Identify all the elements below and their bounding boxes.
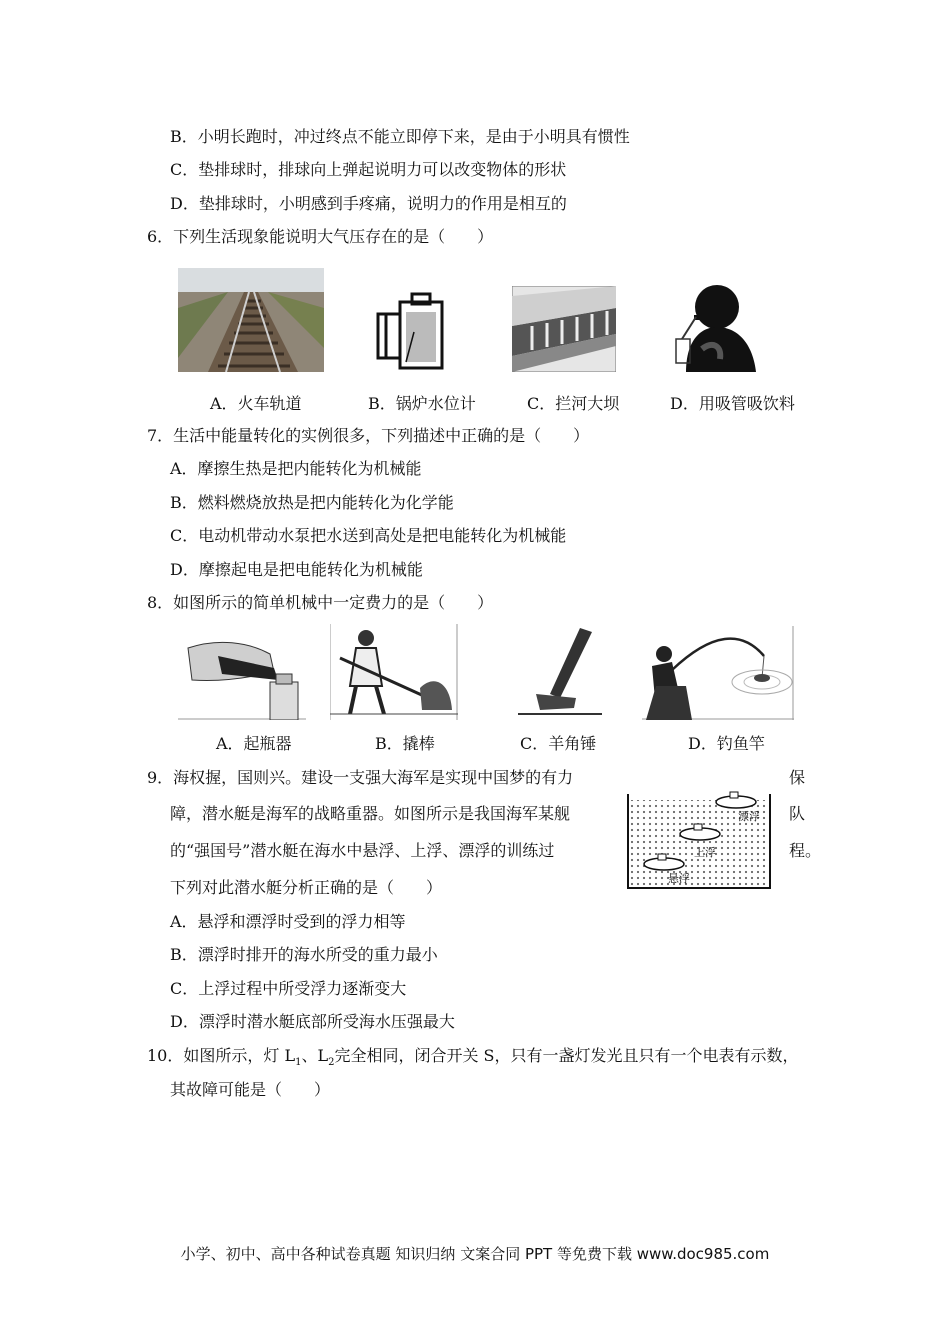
crowbar-worker-image (330, 624, 458, 720)
footer-link[interactable]: www.doc985.com (636, 1245, 770, 1263)
q7-option-a: A．摩擦生热是把内能转化为机械能 (170, 459, 422, 478)
q6-caption-c: C．拦河大坝 (527, 394, 620, 413)
bottle-opener-image (178, 628, 306, 720)
page-footer: 小学、初中、高中各种试卷真题 知识归纳 文案合同 PPT 等免费下载 www.doc985.com (180, 1245, 770, 1263)
q9-line-end-2: 队 (789, 804, 806, 823)
q9-option-d: D．漂浮时潜水艇底部所受海水压强最大 (170, 1012, 455, 1031)
railway-track-image (178, 268, 324, 372)
q9-line-2: 障，潜水艇是海军的战略重器。如图所示是我国海军某舰 (170, 804, 571, 823)
q6-caption-d: D．用吸管吸饮料 (670, 394, 795, 413)
q8-caption-d: D．钓鱼竿 (688, 734, 765, 753)
q9-line-3: 的“强国号”潜水艇在海水中悬浮、上浮、漂浮的训练过 (170, 841, 555, 860)
q9-line-end-1: 保 (789, 768, 806, 787)
dam-image (512, 286, 616, 372)
q6-caption-a: A．火车轨道 (210, 394, 302, 413)
q8-caption-c: C．羊角锤 (520, 734, 597, 753)
q9-option-b: B．漂浮时排开的海水所受的重力最小 (170, 945, 438, 964)
q7-option-d: D．摩擦起电是把电能转化为机械能 (170, 560, 423, 579)
label-rising: 上浮 (694, 846, 716, 859)
submarine-figure (624, 774, 774, 892)
q7-stem: 7．生活中能量转化的实例很多，下列描述中正确的是（ ） (147, 426, 590, 445)
q6-stem: 6．下列生活现象能说明大气压存在的是（ ） (147, 227, 494, 246)
q9-option-c: C．上浮过程中所受浮力逐渐变大 (170, 979, 407, 998)
q9-line-1: 9．海权握，国则兴。建设一支强大海军是实现中国梦的有力 (147, 768, 574, 787)
q9-line-end-3: 程。 (789, 841, 822, 860)
child-drinking-straw-image (672, 279, 756, 372)
label-floating: 漂浮 (738, 810, 760, 823)
q8-stem: 8．如图所示的简单机械中一定费力的是（ ） (147, 593, 494, 612)
q9-line-4: 下列对此潜水艇分析正确的是（ ） (170, 878, 443, 897)
q5-option-b: B．小明长跑时，冲过终点不能立即停下来，是由于小明具有惯性 (170, 127, 630, 146)
label-suspended: 悬浮 (668, 872, 690, 885)
q7-option-b: B．燃料燃烧放热是把内能转化为化学能 (170, 493, 454, 512)
claw-hammer-image (518, 624, 602, 720)
floating-submarine (716, 792, 756, 808)
q8-caption-a: A．起瓶器 (216, 734, 292, 753)
q9-option-a: A．悬浮和漂浮时受到的浮力相等 (170, 912, 406, 931)
q6-caption-b: B．锅炉水位计 (368, 394, 476, 413)
q8-caption-b: B．撬棒 (375, 734, 435, 753)
q7-option-c: C．电动机带动水泵把水送到高处是把电能转化为机械能 (170, 526, 567, 545)
q5-option-d: D．垫排球时，小明感到手疼痛，说明力的作用是相互的 (170, 194, 567, 213)
q10-stem-line-1: 10．如图所示，灯 $L_1$、$L_2$完全相同，闭合开关 S，只有一盏灯发光且只有一个电表有示数， (147, 1046, 799, 1069)
boiler-water-gauge-image (372, 292, 458, 372)
q5-option-c: C．垫排球时，排球向上弹起说明力可以改变物体的形状 (170, 160, 567, 179)
q10-stem-line-2: 其故障可能是（ ） (170, 1080, 331, 1099)
fishing-rod-image (642, 626, 794, 720)
